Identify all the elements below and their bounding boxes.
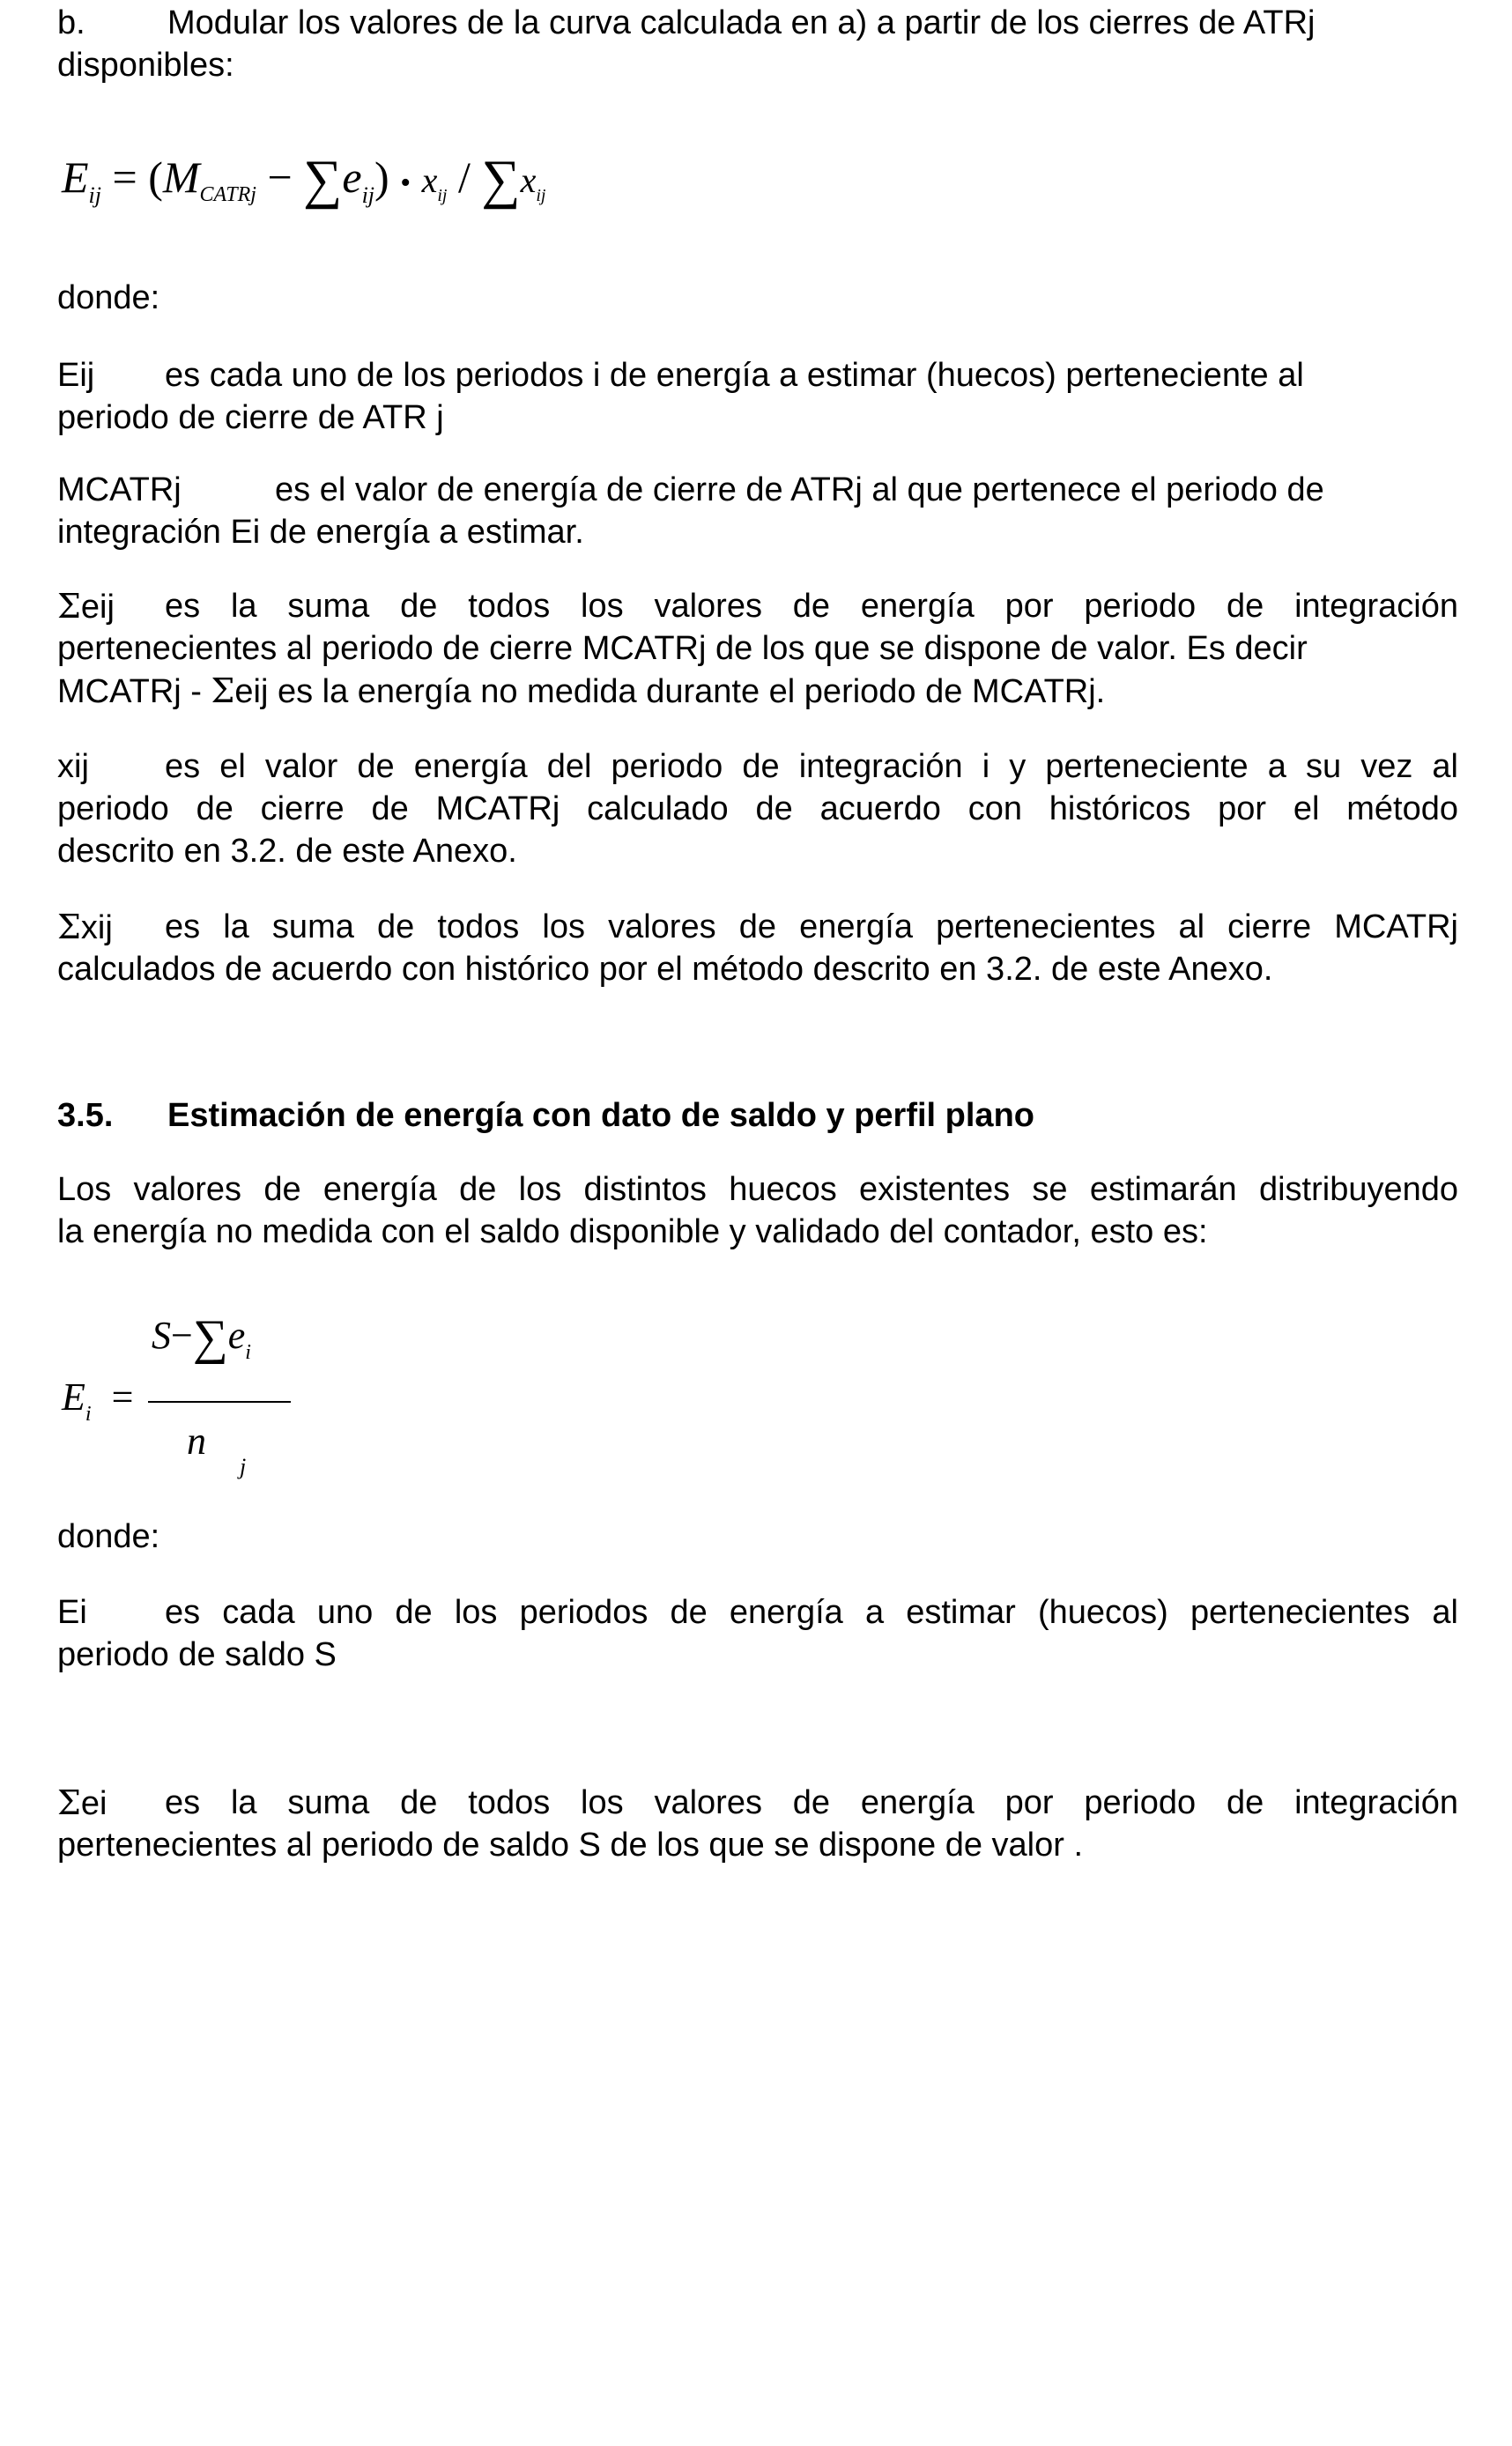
formula1-m: M [162, 152, 200, 202]
definition-line: es cada uno de los periodos de energía a estimar (huecos) pertenecientes al [165, 1594, 1458, 1631]
section-35-title: Estimación de energía con dato de saldo y perfil plano [167, 1097, 1034, 1134]
formula2-num-e-sub: i [245, 1341, 251, 1364]
section-35-paragraph-line1: Los valores de energía de los distintos huecos existentes se estimarán distribuyendo [57, 1171, 1458, 1208]
definition-line: integración Ei de energía a estimar. [57, 514, 584, 551]
definition-line: es cada uno de los periodos i de energía a estimar (huecos) perteneciente al [165, 357, 1304, 394]
section-b-marker: b. [57, 4, 85, 41]
formula1-dot: • [400, 167, 411, 199]
formula2-lhs-group [62, 1375, 133, 1427]
sigma-symbol: Σ [57, 587, 81, 626]
definition-line: es el valor de energía del periodo de integración i y perteneciente a su vez al [165, 748, 1458, 785]
formula1-paren-open: ( [148, 152, 163, 202]
formula1-minus: − [267, 152, 293, 202]
formula1-lhs-sub: ij [88, 182, 101, 208]
formula1-equals: = [112, 152, 137, 202]
formula1-lhs: E [62, 152, 89, 202]
formula1-sigma: ∑ [303, 150, 343, 210]
definition-term [57, 906, 113, 949]
definition-line [57, 670, 1105, 713]
definition-line: es la suma de todos los valores de energía por periodo de integración [165, 588, 1458, 625]
definition-line: descrito en 3.2. de este Anexo. [57, 833, 517, 870]
formula2-num-e: e [227, 1314, 246, 1357]
definition-line: es la suma de todos los valores de energía por periodo de integración [165, 1784, 1458, 1821]
formula1-e: e [342, 152, 362, 202]
formula2-num-sigma: ∑ [192, 1310, 228, 1365]
section-b-intro-line1: Modular los valores de la curva calculada en a) a partir de los cierres de ATRj [167, 4, 1316, 41]
definition-line: es el valor de energía de cierre de ATRj al que pertenece el periodo de [275, 471, 1324, 508]
formula2-fraction-bar [148, 1401, 291, 1403]
definition-line: calculados de acuerdo con histórico por el método descrito en 3.2. de este Anexo. [57, 951, 1273, 988]
definition-line: periodo de cierre de MCATRj calculado de acuerdo con históricos por el método [57, 790, 1458, 827]
definition-term: xij [57, 748, 89, 785]
formula1-e-sub: ij [361, 182, 375, 208]
definition-term: MCATRj [57, 471, 182, 508]
definition-line: periodo de cierre de ATR j [57, 399, 444, 436]
definition-line: pertenecientes al periodo de saldo S de los que se dispone de valor . [57, 1827, 1084, 1864]
definition-term: Ei [57, 1594, 87, 1631]
formula2-lhs-sub: i [85, 1403, 92, 1426]
sigma-symbol: Σ [57, 908, 81, 946]
formula1-x-sub: ij [437, 186, 448, 205]
formula1-paren-close: ) [374, 152, 389, 202]
formula1-m-sub: CATRj [199, 183, 256, 206]
definition-line: pertenecientes al periodo de cierre MCATRj de los que se dispone de valor. Es decir [57, 630, 1308, 667]
formula-eij [62, 148, 545, 213]
definition-line: es la suma de todos los valores de energía pertenecientes al cierre MCATRj [165, 908, 1458, 945]
formula1-x2: x [520, 160, 537, 200]
formula2-num-s: S [152, 1314, 171, 1357]
formula1-x2-sub: ij [536, 186, 546, 205]
definition-term-text: eij [80, 589, 115, 626]
definition-line-part: eij es la energía no medida durante el periodo de MCATRj. [234, 673, 1106, 710]
definition-term [57, 1782, 107, 1825]
definition-line-part: MCATRj - [57, 673, 211, 710]
definition-term-text: ei [80, 1785, 107, 1822]
formula2-equals: = [111, 1375, 134, 1419]
section-35-paragraph-line2: la energía no medida con el saldo disponible y validado del contador, esto es: [57, 1213, 1208, 1250]
sigma-symbol: Σ [57, 1783, 81, 1822]
section-b-intro-line2: disponibles: [57, 47, 234, 84]
donde-label-2: donde: [57, 1518, 160, 1555]
formula1-sigma2: ∑ [481, 150, 521, 210]
definition-term-text: xij [80, 909, 113, 946]
formula1-x: x [421, 160, 438, 200]
formula2-num-minus: − [171, 1314, 193, 1357]
formula2-den-n: n [187, 1419, 206, 1463]
definition-term: Eij [57, 357, 95, 394]
definition-term [57, 585, 115, 628]
formula1-slash: / [457, 152, 471, 202]
donde-label-1: donde: [57, 279, 160, 316]
formula2-den-sub: j [240, 1454, 247, 1479]
formula2-lhs: E [62, 1375, 85, 1419]
section-35-number: 3.5. [57, 1097, 114, 1134]
formula2-denominator [187, 1419, 206, 1464]
formula2-numerator [152, 1308, 251, 1367]
sigma-symbol: Σ [211, 671, 235, 710]
definition-line: periodo de saldo S [57, 1636, 337, 1673]
